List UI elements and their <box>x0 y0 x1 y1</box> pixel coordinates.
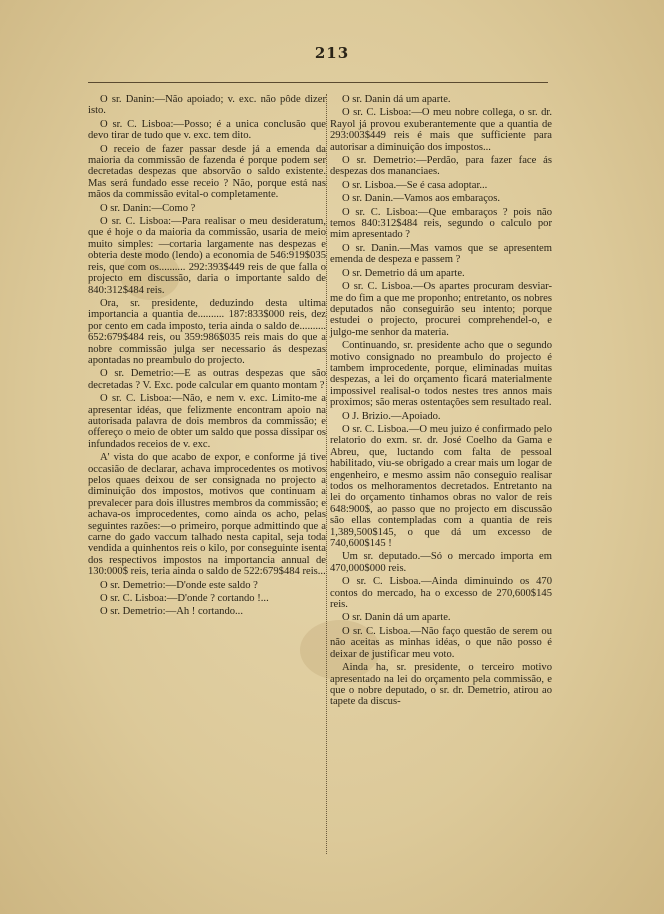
paragraph: O sr. C. Lisboa.—Os apartes procuram desviar-me do fim a que me proponho; entretanto, os nobres deputados não conseguirão seu intento; porque estudei o projecto, procurei comprehendel-o, e julgo-me senhor da materia. <box>330 281 552 338</box>
paragraph: O sr. Danin.—Vamos aos embaraços. <box>342 193 500 205</box>
paragraph: O sr. Danin:—Como ? <box>100 202 196 214</box>
paragraph: O sr. C. Lisboa.—O meu juizo é confirmado pelo relatorio do exm. sr. dr. José Coelho da Gama e Abreu, que, luctando com falta de pessoal habilitado, viu-se obrigado a crear mais um logar de engenheiro, e mesmo assim não conseguio realisar todos os melhoramentos decretados. Entretanto na lei do orçamento tinhamos obras no valor de reis 648:900$, ao passo que no projecto em discussão são ellas contempladas com a quantia de reis 1,389,500$145, o que dá um excesso de 740,600$145 ! <box>330 423 552 550</box>
paragraph: Ora, sr. presidente, deduzindo desta ultima importancia a quantia de.......... 187:833$000 reis, dez por cento em cada imposto, teria ainda o saldo de.......... 652:679$484 reis, ou 359:986$035 reis mais do que a nobre commissão julga ser necessario ás despezas apontadas no preambulo do projecto. <box>88 297 326 366</box>
paragraph: Continuando, sr. presidente acho que o segundo motivo consignado no preambulo do projecto é tambem improcedente, porque, eliminadas muitas despezas, a lei do orçamento ficará materialmente impossivel realisal-o todos nestes tres annos mais proximos; são meras ostentações sem resultado real. <box>330 340 552 409</box>
paragraph: O sr. Demetrio:—Ah ! cortando... <box>100 606 243 618</box>
paragraph: O sr. C. Lisboa:—Não, e nem v. exc. Limito-me a apresentar idéas, que felizmente encontram apoio na autorisada palavra de dois membros da commissão; e offereço o meio de obter um saldo que possa dissipar os infundados receios de v. exc. <box>88 393 326 450</box>
paragraph: O sr. C. Lisboa:—O meu nobre collega, o sr. dr. Rayol já provou exuberantemente que a quantia de 293:003$449 reis é mais que sufficiente para autorisar a diminuição dos impostos... <box>330 107 552 153</box>
column-divider <box>326 94 327 854</box>
paragraph: O sr. C. Lisboa:—Para realisar o meu desideratum, que é hoje o da maioria da commissão, usaria de meio muito simples: —cortaria largamente nas despezas e obteria deste modo (lendo) a economia de 546:919$035 reis, que com os.......... 292:393$449 reis de que falla o projecto em discussão, daria o importante saldo de 840:312$484 reis. <box>88 216 326 296</box>
paragraph: O sr. C. Lisboa:—D'onde ? cortando !... <box>100 593 269 605</box>
paragraph: O sr. Danin.—Mas vamos que se apresentem emenda de despeza e passem ? <box>330 242 552 266</box>
paragraph: O sr. Demetrio:—D'onde este saldo ? <box>100 579 258 591</box>
paragraph: O sr. C. Lisboa.—Não faço questão de serem ou não aceitas as minhas idéas, o que não posso é deixar de justificar meu voto. <box>330 625 552 660</box>
paragraph: O sr. Demetrio dá um aparte. <box>342 267 465 279</box>
paragraph: A' vista do que acabo de expor, e conforme já tive occasião de declarar, achava improcedentes os motivos pelos quaes deixou de ser consignada no projecto a diminuição dos impostos, motivos que continuam a prevalecer para dois illustres membros da commissão; e achava-os improcedentes, como ainda os acho, pelas seguintes razões:—o primeiro, porque admittindo que a carne do gado vaccum talhado nesta capital, seja toda vendida a quinhentos reis o kilo, por conseguinte isenta dos respectivos impostos na importancia annual de 130:000$ reis, teria ainda o saldo de 522:679$484 reis... <box>88 452 326 578</box>
paragraph: Ainda ha, sr. presidente, o terceiro motivo apresentado na lei do orçamento pela commissão, e que o nobre deputado, o sr. dr. Demetrio, atirou ao tapete da discus- <box>330 662 552 708</box>
right-column <box>330 94 552 710</box>
paragraph: O sr. C. Lisboa:—Posso; é a unica conclusão que devo tirar de tudo que v. exc. tem dito. <box>88 118 326 142</box>
page-number: 213 <box>314 44 350 62</box>
paragraph: O receio de fazer passar desde já a emenda da maioria da commissão de fazenda é porque podem ser decretadas despezas que absorvão o saldo existente. Mas será fundado esse receio ? Não, porque está nas mãos da commissão evital-o completamente. <box>88 143 326 201</box>
paragraph: O sr. Danin dá um aparte. <box>342 94 451 105</box>
paragraph: O sr. Demetrio:—Perdão, para fazer face ás despezas dos mananciaes. <box>330 155 552 178</box>
paragraph: O sr. C. Lisboa:—Que embaraços ? pois não temos 840:312$484 reis, segundo o calculo por mim apresentado ? <box>330 206 552 241</box>
paragraph: O sr. Lisboa.—Se é casa adoptar... <box>342 179 488 191</box>
paragraph: O sr. C. Lisboa.—Ainda diminuindo os 470 contos do mercado, ha o excesso de 270,600$145 reis. <box>330 576 552 611</box>
paragraph: O sr. Demetrio:—E as outras despezas que são decretadas ? V. Exc. pode calcular em quanto montam ? <box>88 368 326 391</box>
paragraph: Um sr. deputado.—Só o mercado importa em 470,000$000 reis. <box>330 551 552 574</box>
left-column <box>88 94 326 620</box>
header-rule <box>88 82 548 83</box>
paragraph: O sr. Danin:—Não apoiado; v. exc. não pôde dizer isto. <box>88 94 326 117</box>
paragraph: O J. Brizio.—Apoiado. <box>342 410 441 422</box>
paragraph: O sr. Danin dá um aparte. <box>342 612 451 624</box>
